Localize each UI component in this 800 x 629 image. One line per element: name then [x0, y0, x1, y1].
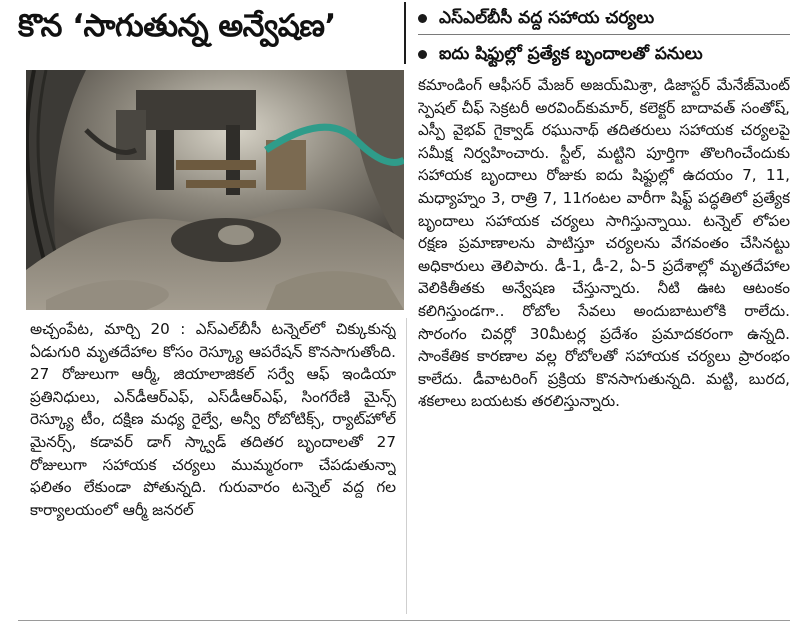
- article-body-right-column: కమాండింగ్ ఆఫీసర్ మేజర్ అజయ్‌మిశ్రా, డిజాస్టర్ మేనేజ్‌మెంట్ స్పెషల్ చీఫ్ సెక్రటరీ అరవింద్‌కుమార్, కలెక్టర్ బాదావత్ సంతోష్, ఎస్పీ వైభవ్ గైక్వాడ్ రఘునాథ్ తదితరులు సహాయక చర్యలపై సమీక్ష నిర్వహించారు. స్టీల్, మట్టిని పూర్తిగా తొలగించేందుకు సహాయక బృందాలు రోజుకు ఐదు షిఫ్టుల్లో ఉదయం 7, 11, మధ్యాహ్నం 3, రాత్రి 7, 11గంటల వారీగా షిఫ్ట్ పద్ధతిలో ప్రత్యేక బృందాలు సహాయక చర్యలు సాగిస్తున్నాయి. టన్నెల్ లోపల రక్షణ ప్రమాణాలను పాటిస్తూ చర్యలను వేగవంతం చేసినట్టు అధికారులు తెలిపారు. డీ-1, డీ-2, ఏ-5 ప్రదేశాల్లో మృతదేహాల వెలికితీతకు అన్వేషణ చేస్తున్నారు. నీటి ఊట ఆటంకం కలిగిస్తుండగా.. రోబోల సేవలు అందుబాటులోకి రాలేదు. సొరంగం చివర్లో 30మీటర్ల ప్రదేశం ప్రమాదకరంగా ఉన్నది. సాంకేతిక కారణాల వల్ల రోబోలతో సహాయక చర్యలు ప్రారంభం కాలేదు. డీవాటరింగ్ ప్రక్రియ కొనసాగుతున్నది. మట్టి, బురద, శకలాలు బయటకు తరలిస్తున్నారు.: [418, 76, 790, 411]
- subheadline-2: [418, 40, 790, 68]
- subheadline-2-text: ఐదు షిఫ్టుల్లో ప్రత్యేక బృందాలతో పనులు: [439, 44, 703, 64]
- subheadline-divider: [418, 34, 790, 35]
- column-divider: [406, 318, 407, 614]
- tunnel-rescue-photo: [26, 70, 404, 310]
- article-body-left-column: అచ్చంపేట, మార్చి 20 : ఎస్‌ఎల్‌బీసీ టన్నెల్‌లో చిక్కుకున్న ఏడుగురి మృతదేహాల కోసం రెస్క్యూ ఆపరేషన్ కొనసాగుతోంది. 27 రోజులుగా ఆర్మీ, జియాలాజికల్ సర్వే ఆఫ్ ఇండియా ప్రతినిధులు, ఎన్‌డీఆర్‌ఎఫ్, ఎస్‌డీఆర్‌ఎఫ్, సింగరేణి మైన్స్ రెస్క్యూ టీం, దక్షిణ మధ్య రైల్వే, అన్వీ రోబోటిక్స్, ర్యాట్‌హోల్ మైనర్స్, కడావర్ డాగ్ స్క్వాడ్ తదితర బృందాలతో 27 రోజులుగా సహాయక చర్యలు ముమ్మరంగా చేపడుతున్నా ఫలితం లేకుండా పోతున్నది. గురువారం టన్నెల్ వద్ద గల కార్యాలయంలో ఆర్మీ జనరల్: [30, 320, 396, 519]
- headline-divider: [404, 2, 406, 64]
- tunnel-photo-illustration: [26, 70, 404, 310]
- subheadline-1-text: ఎస్‌ఎల్‌బీసీ వద్ద సహాయ చర్యలు: [439, 8, 655, 28]
- bullet-icon: [418, 14, 427, 23]
- bullet-icon: [418, 50, 427, 59]
- subheadline-1: [418, 4, 790, 32]
- bottom-rule: [18, 620, 790, 621]
- headline: కొన ‘సాగుతున్న అన్వేషణ’: [18, 8, 336, 44]
